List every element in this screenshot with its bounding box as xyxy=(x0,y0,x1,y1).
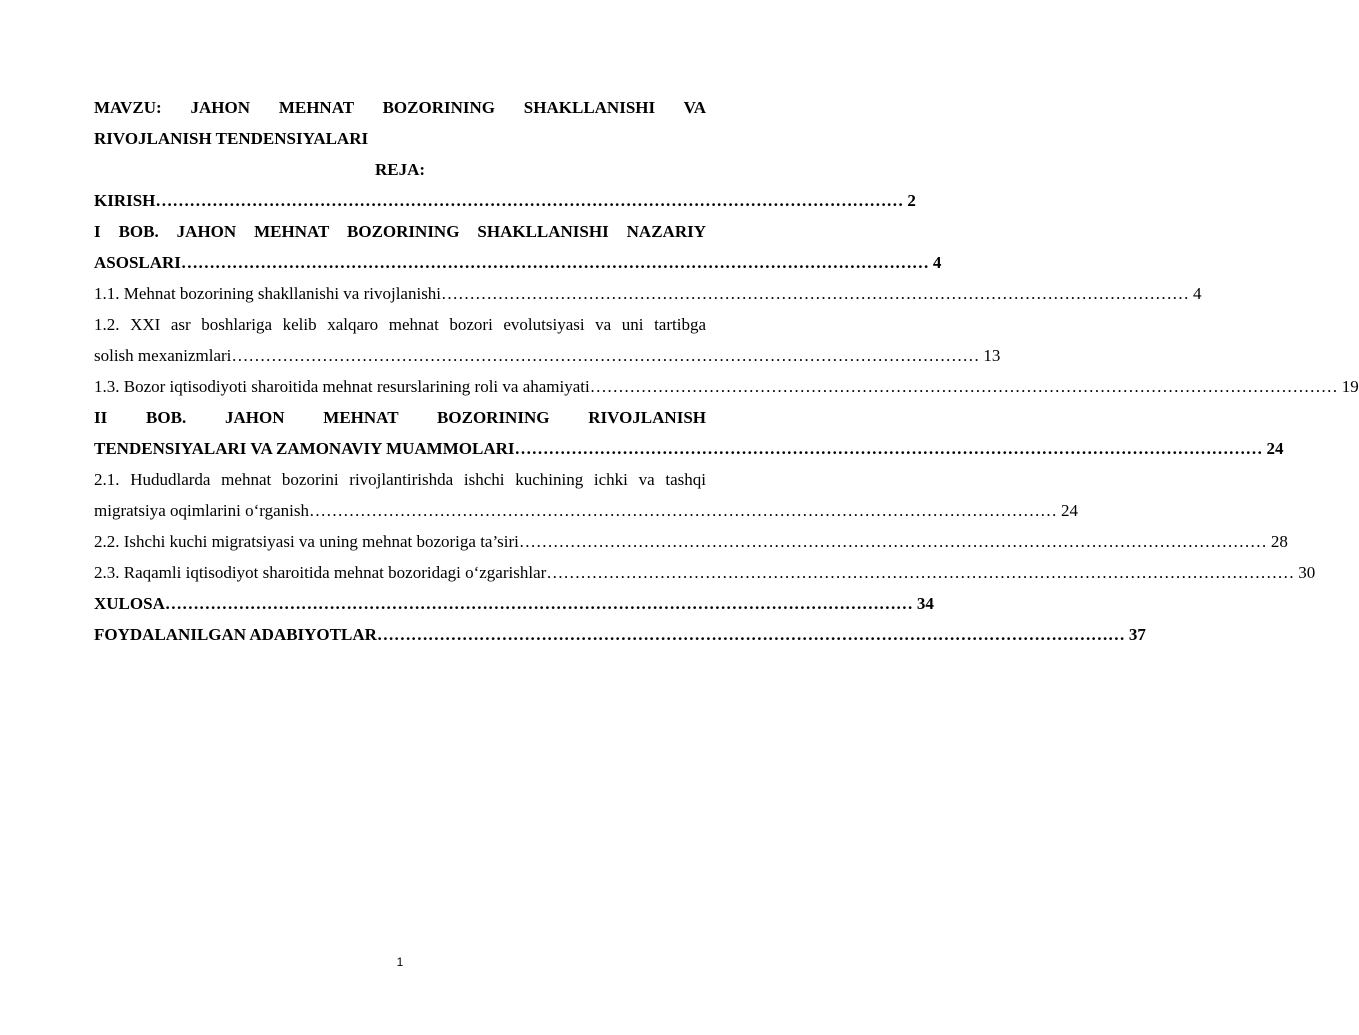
toc-entry-bob2-line1: II BOB. JAHON MEHNAT BOZORINING RIVOJLANISH xyxy=(94,408,706,427)
toc-leader-dots: …………………………………………………………………………………………………………………… xyxy=(155,191,904,210)
toc-entry-bob1-line1: I BOB. JAHON MEHNAT BOZORINING SHAKLLANISHI NAZARIY xyxy=(94,222,706,241)
toc-page-number: 24 xyxy=(1060,501,1078,520)
toc-entry-kirish xyxy=(94,185,916,216)
toc-leader-dots: …………………………………………………………………………………………………………………… xyxy=(518,532,1267,551)
toc-entry-2-2 xyxy=(94,526,1288,557)
toc-entry-label: 2.2. Ishchi kuchi migratsiyasi va uning mehnat bozoriga ta’siri xyxy=(94,532,519,551)
toc-entry-2-1-line2 xyxy=(94,495,1078,526)
toc-entry-label: 1.1. Mehnat bozorining shakllanishi va rivojlanishi xyxy=(94,284,442,303)
toc-entry-label: migratsiya oqimlarini o‘rganish xyxy=(94,501,309,520)
toc-entry-label: KIRISH xyxy=(94,191,156,210)
toc-entry-1-3 xyxy=(94,371,1359,402)
toc-page-number: 19 xyxy=(1341,377,1359,396)
toc-page-number: 2 xyxy=(907,191,916,210)
toc-entry-adabiyotlar xyxy=(94,619,1146,650)
title-line-2: RIVOJLANISH TENDENSIYALARI xyxy=(94,129,369,148)
toc-entry-label: solish mexanizmlari xyxy=(94,346,232,365)
title-line-1: MAVZU: JAHON MEHNAT BOZORINING SHAKLLANISHI VA xyxy=(94,98,706,117)
toc-page-number: 4 xyxy=(1193,284,1202,303)
toc-entry-label: 1.3. Bozor iqtisodiyoti sharoitida mehnat resurslarining roli va ahamiyati xyxy=(94,377,590,396)
toc-entry-xulosa xyxy=(94,588,934,619)
toc-entry-label: TENDENSIYALARI VA ZAMONAVIY MUAMMOLARI xyxy=(94,439,515,458)
toc-leader-dots: …………………………………………………………………………………………………………………… xyxy=(589,377,1338,396)
toc-entry-bob2-line2 xyxy=(94,433,1284,464)
table-of-contents xyxy=(94,92,1359,650)
toc-entry-label: 2.3. Raqamli iqtisodiyot sharoitida mehnat bozoridagi o‘zgarishlar xyxy=(94,563,547,582)
toc-page-number: 28 xyxy=(1270,532,1288,551)
toc-entry-2-3 xyxy=(94,557,1316,588)
toc-entry-1-2-line1: 1.2. XXI asr boshlariga kelib xalqaro mehnat bozori evolutsiyasi va uni tartibga xyxy=(94,315,706,334)
toc-entry-1-2-line2 xyxy=(94,340,1001,371)
page-number: 1 xyxy=(396,955,404,969)
toc-page-number: 30 xyxy=(1298,563,1316,582)
toc-entry-bob1-line2 xyxy=(94,247,942,278)
toc-leader-dots: …………………………………………………………………………………………………………………… xyxy=(376,625,1125,644)
toc-entry-label: XULOSA xyxy=(94,594,165,613)
toc-leader-dots: …………………………………………………………………………………………………………………… xyxy=(308,501,1057,520)
toc-leader-dots: …………………………………………………………………………………………………………………… xyxy=(231,346,980,365)
toc-entry-2-1-line1: 2.1. Hududlarda mehnat bozorini rivojlantirishda ishchi kuchining ichki va tashqi xyxy=(94,470,706,489)
toc-entry-label: FOYDALANILGAN ADABIYOTLAR xyxy=(94,625,377,644)
toc-page-number: 37 xyxy=(1128,625,1146,644)
toc-leader-dots: …………………………………………………………………………………………………………………… xyxy=(164,594,913,613)
toc-page-number: 24 xyxy=(1266,439,1284,458)
toc-leader-dots: …………………………………………………………………………………………………………………… xyxy=(546,563,1295,582)
toc-page-number: 4 xyxy=(932,253,942,272)
plan-heading: REJA: xyxy=(374,160,426,179)
toc-entry-1-1 xyxy=(94,278,1202,309)
toc-entry-label: ASOSLARI xyxy=(94,253,181,272)
toc-leader-dots: …………………………………………………………………………………………………………………… xyxy=(514,439,1263,458)
toc-page-number: 13 xyxy=(983,346,1001,365)
toc-page-number: 34 xyxy=(916,594,934,613)
toc-leader-dots: …………………………………………………………………………………………………………………… xyxy=(441,284,1190,303)
toc-leader-dots: …………………………………………………………………………………………………………………… xyxy=(180,253,929,272)
